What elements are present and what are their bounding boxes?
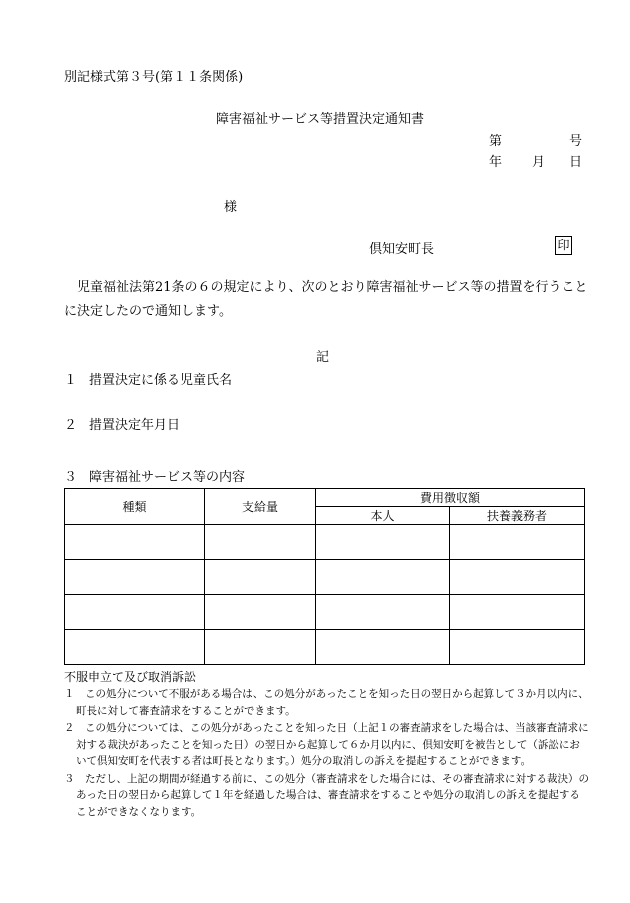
issuer: 倶知安町長 bbox=[369, 242, 435, 257]
item-3 bbox=[64, 466, 245, 485]
item-number: ２ bbox=[64, 418, 78, 433]
number-suffix: 号 bbox=[569, 134, 583, 149]
appeal-note-3: ３ ただし、上記の期間が経過する前に、この処分（審査請求をした場合には、その審査請求に対する裁決）のあった日の翌日から起算して１年を経過した場合は、審査請求をすることや処分の取消しの訴えを提起することができなくなります。 bbox=[64, 772, 589, 818]
document-title: 障害福祉サービス等措置決定通知書 bbox=[216, 112, 425, 127]
col-header-guardian: 扶養義務者 bbox=[450, 507, 585, 525]
table-row bbox=[65, 630, 585, 665]
date-day: 日 bbox=[569, 155, 583, 170]
item-label: 障害福祉サービス等の内容 bbox=[89, 470, 246, 485]
seal-box: 印 bbox=[555, 236, 572, 255]
item-1 bbox=[64, 369, 232, 388]
appeal-notes bbox=[64, 686, 589, 821]
item-label: 措置決定年月日 bbox=[89, 418, 181, 433]
col-header-amount: 支給量 bbox=[205, 489, 316, 525]
table-row bbox=[65, 595, 585, 630]
addressee-suffix: 様 bbox=[224, 200, 238, 215]
date-year: 年 bbox=[489, 155, 503, 170]
ki-heading: 記 bbox=[316, 350, 330, 365]
item-2 bbox=[64, 414, 180, 433]
appeal-title: 不服申立て及び取消訴訟 bbox=[64, 670, 197, 684]
table-row bbox=[65, 560, 585, 595]
table-row bbox=[65, 525, 585, 560]
col-header-fee: 費用徴収額 bbox=[316, 489, 585, 507]
item-label: 措置決定に係る児童氏名 bbox=[89, 373, 233, 388]
col-header-self: 本人 bbox=[316, 507, 450, 525]
service-table bbox=[64, 488, 585, 665]
item-number: １ bbox=[64, 373, 78, 388]
body-paragraph: 児童福祉法第21条の６の規定により、次のとおり障害福祉サービス等の措置を行うことに決定したので通知します。 bbox=[64, 280, 588, 319]
appeal-note-1: １ この処分について不服がある場合は、この処分があったことを知った日の翌日から起算して３か月以内に、町長に対して審査請求をすることができます。 bbox=[64, 688, 589, 717]
number-prefix: 第 bbox=[489, 134, 503, 149]
form-label: 別記様式第３号(第１１条関係) bbox=[64, 70, 244, 85]
date-month: 月 bbox=[532, 155, 546, 170]
item-number: ３ bbox=[64, 470, 78, 485]
appeal-note-2: ２ この処分については、この処分があったことを知った日（上記１の審査請求をした場合は、当該審査請求に対する裁決があったことを知った日）の翌日から起算して６か月以内に、倶知安町を被告として（訴訟において倶知安町を代表する者は町長となります。）処分の取消しの訴えを提起することができます。 bbox=[64, 722, 589, 767]
col-header-type: 種類 bbox=[65, 489, 205, 525]
